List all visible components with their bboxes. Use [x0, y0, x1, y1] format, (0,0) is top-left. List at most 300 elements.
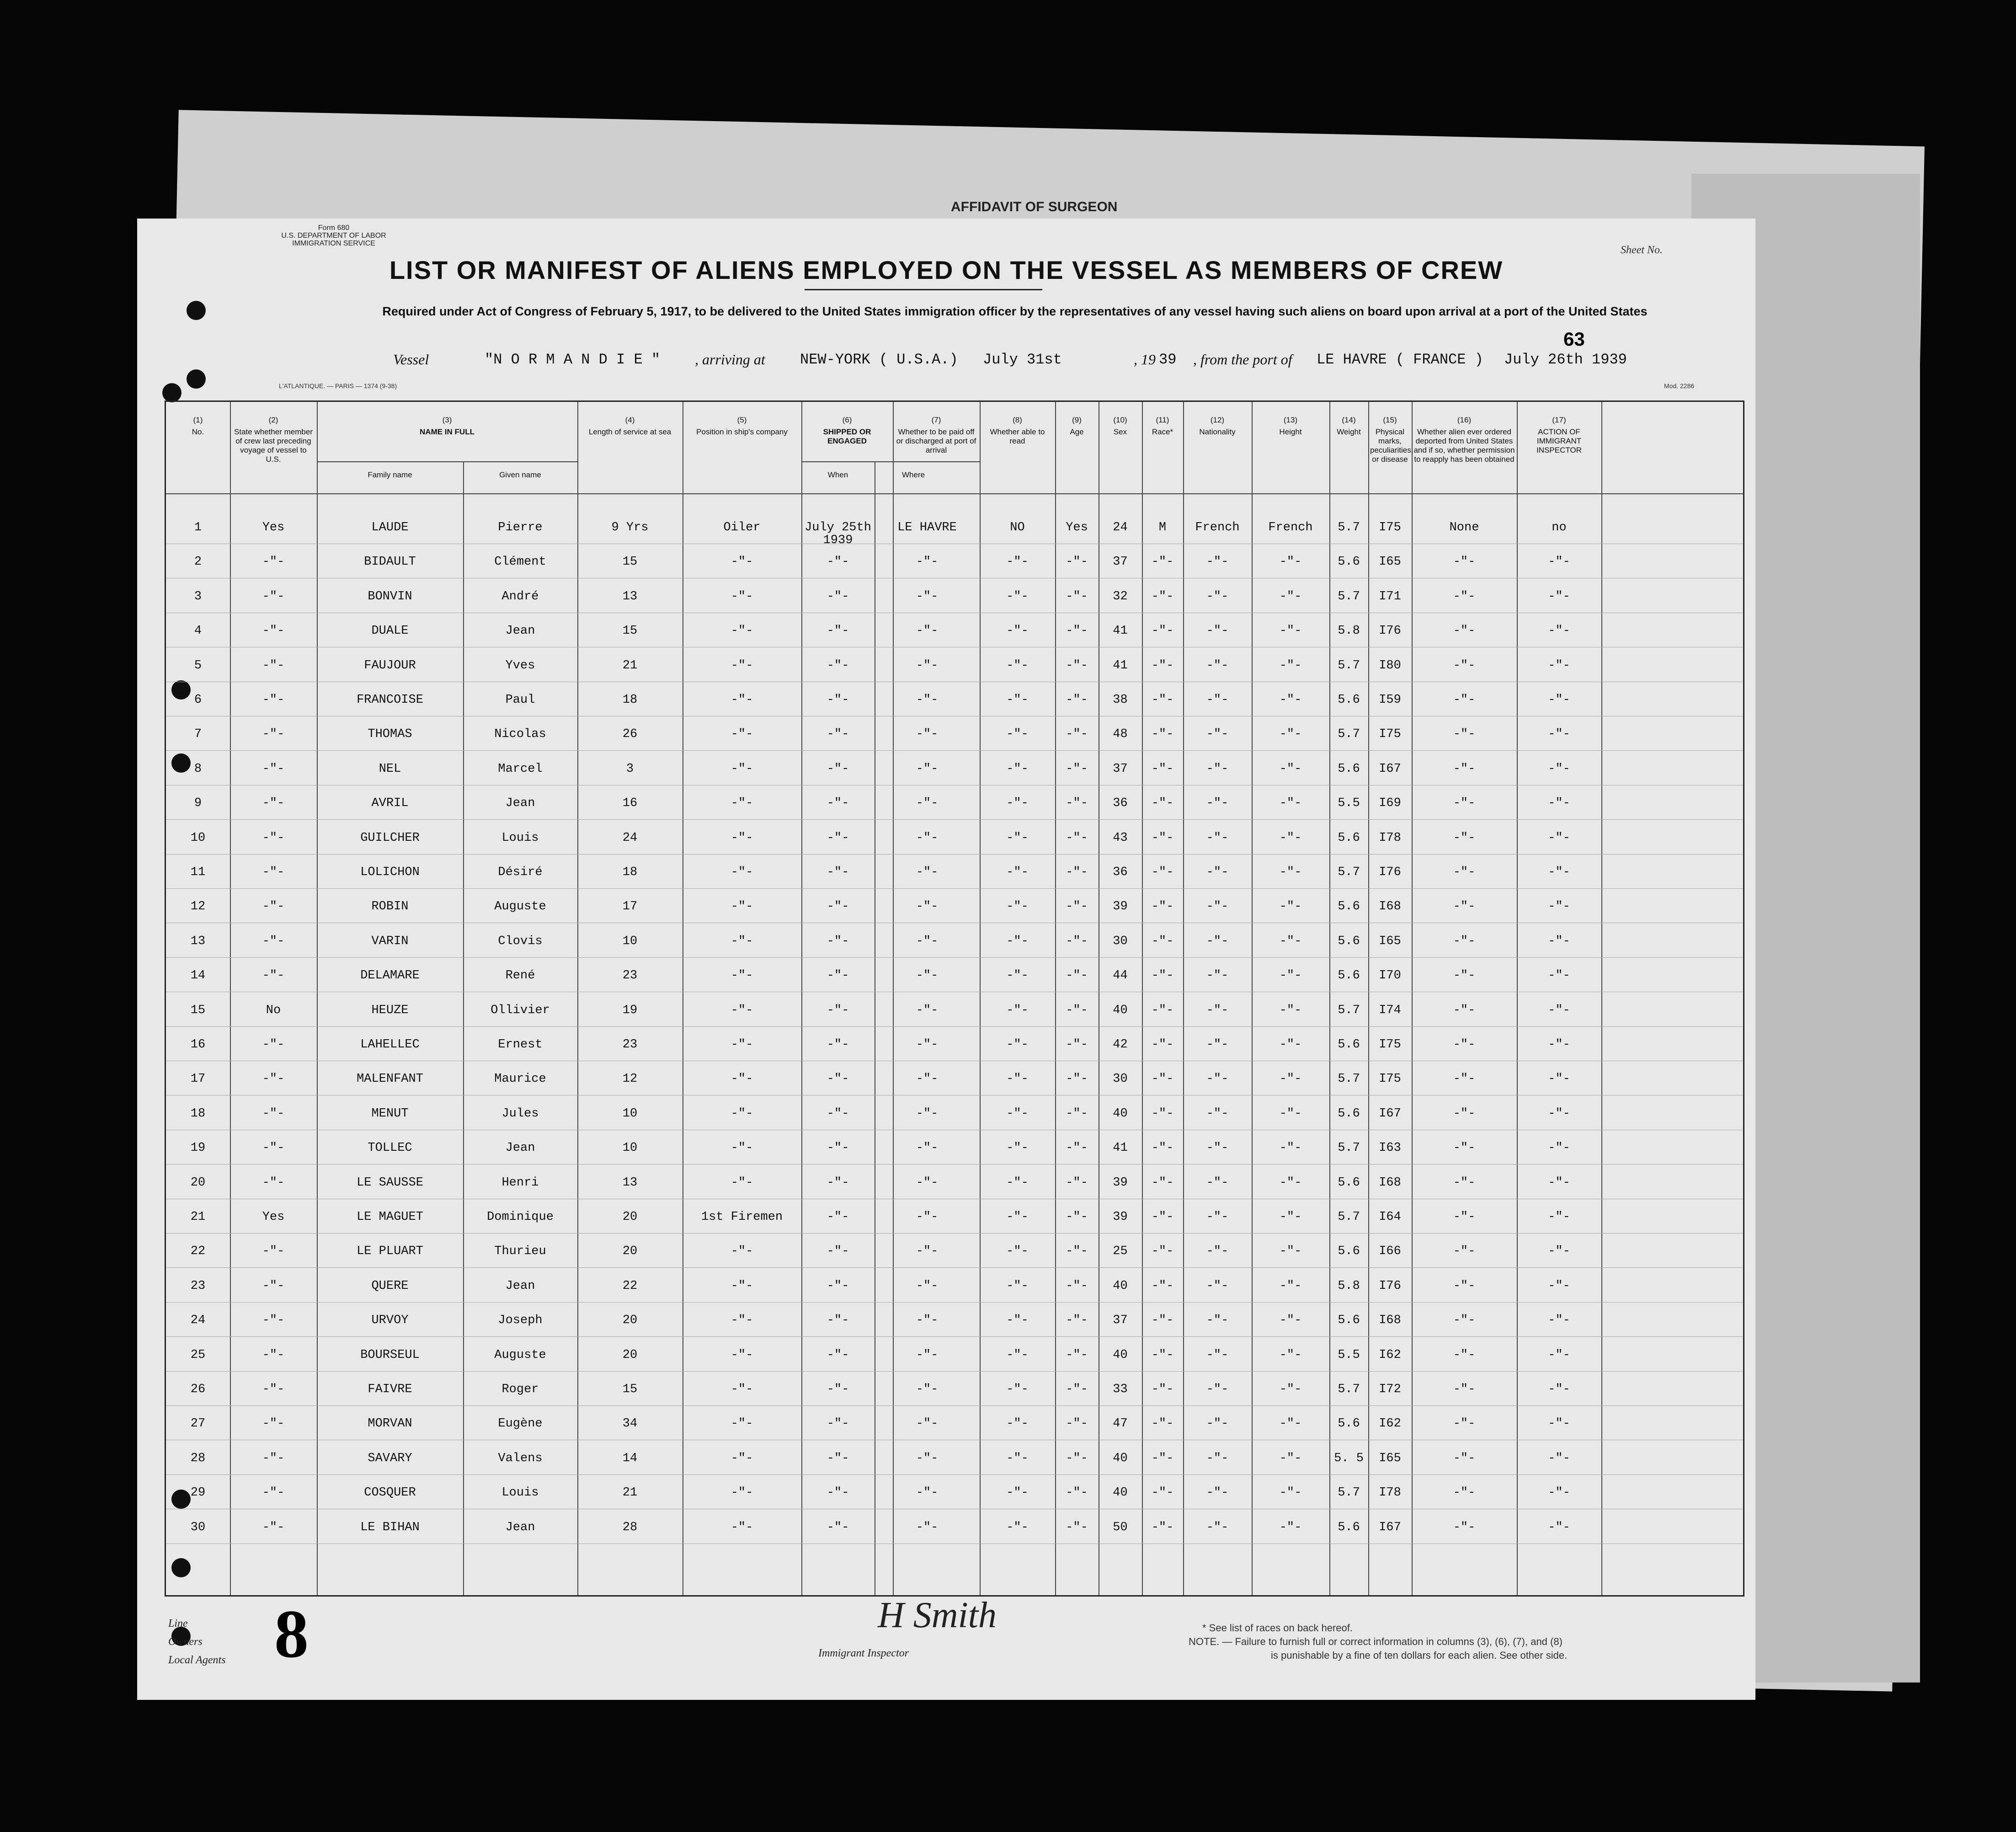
physical-marks-cell: -"- [1453, 934, 1476, 948]
given-name-cell: Jules [501, 1106, 539, 1121]
row-line [166, 1474, 1743, 1475]
nationality-cell: -"- [1279, 934, 1302, 948]
shipped-where-cell: -"- [916, 900, 939, 914]
column-title: Whether able to read [990, 427, 1045, 445]
service-length-cell: 23 [622, 1038, 638, 1052]
age-cell: 36 [1113, 865, 1128, 879]
fine-note-cont: is punishable by a fine of ten dollars for each alien. See other side. [1271, 1650, 1568, 1661]
height-cell: 5.6 [1338, 1314, 1360, 1328]
race-cell: -"- [1206, 624, 1229, 638]
shipped-where-cell: -"- [916, 1348, 939, 1362]
service-length-cell: 15 [622, 624, 638, 638]
physical-marks-cell: -"- [1453, 1072, 1476, 1086]
column-divider [980, 402, 981, 1595]
deported-cell: -"- [1548, 1348, 1570, 1362]
form-number: Form 680 [318, 224, 350, 232]
age-cell: 50 [1113, 1520, 1128, 1534]
deported-cell: -"- [1548, 658, 1570, 673]
height-cell: 5.6 [1338, 934, 1360, 948]
prev-voyage-cell: -"- [262, 1141, 285, 1155]
age-cell: 39 [1113, 1210, 1128, 1224]
sex-cell: -"- [1151, 555, 1174, 569]
column-divider [1601, 402, 1602, 1595]
height-cell: 5.7 [1338, 1003, 1360, 1017]
given-name-cell: Maurice [494, 1072, 546, 1086]
shipped-when-cell: -"- [827, 1106, 849, 1121]
family-name-cell: FAIVRE [368, 1383, 412, 1396]
nationality-cell: -"- [1279, 1003, 1302, 1017]
sex-cell: -"- [1151, 934, 1174, 948]
height-cell: 5.7 [1338, 658, 1360, 673]
column-title: Physical marks, peculiarities, or disease [1370, 427, 1413, 464]
race-cell: -"- [1206, 1348, 1229, 1362]
deported-cell: -"- [1548, 1451, 1570, 1465]
physical-marks-cell: -"- [1453, 1348, 1476, 1362]
row-number: 30 [190, 1520, 206, 1534]
column-divider [893, 402, 894, 1595]
service-length-cell: 20 [622, 1348, 638, 1362]
column-header [1331, 416, 1366, 437]
able-to-read-cell: -"- [1066, 1003, 1088, 1017]
given-name-cell: Jean [505, 624, 535, 638]
position-cell: -"- [731, 865, 753, 879]
deported-cell: -"- [1548, 900, 1570, 914]
able-to-read-cell: -"- [1066, 1279, 1088, 1293]
given-name-cell: Eugène [498, 1417, 543, 1431]
given-name-cell: Valens [498, 1451, 543, 1465]
race-cell: -"- [1206, 589, 1229, 604]
shipped-when-cell: -"- [827, 1210, 849, 1224]
shipped-when-cell: -"- [827, 831, 849, 845]
age-cell: 24 [1113, 521, 1128, 534]
arrival-port: NEW-YORK ( U.S.A.) [800, 351, 958, 368]
service-length-cell: 20 [622, 1244, 638, 1259]
given-name-cell: Paul [505, 693, 535, 707]
shipped-when-cell: -"- [827, 727, 849, 742]
race-cell: -"- [1206, 1003, 1229, 1017]
sex-cell: -"- [1151, 1486, 1174, 1500]
nationality-cell: -"- [1279, 1451, 1302, 1465]
prev-voyage-cell: -"- [262, 1244, 285, 1259]
family-name-cell: LE MAGUET [357, 1210, 423, 1224]
age-cell: 43 [1113, 831, 1128, 845]
column-header [168, 416, 228, 437]
physical-marks-cell: -"- [1453, 796, 1476, 811]
physical-marks-cell: -"- [1453, 589, 1476, 604]
position-cell: -"- [731, 1038, 753, 1052]
family-name-cell: URVOY [371, 1314, 409, 1328]
height-cell: 5.7 [1338, 589, 1360, 604]
nationality-cell: -"- [1279, 900, 1302, 914]
height-cell: 5.7 [1338, 1383, 1360, 1396]
height-cell: 5.6 [1338, 900, 1360, 914]
shipped-when-cell: -"- [827, 865, 849, 879]
able-to-read-cell: -"- [1066, 1072, 1088, 1086]
given-name-cell: André [501, 589, 539, 604]
nationality-cell: -"- [1279, 969, 1302, 983]
column-title: NAME IN FULL [420, 427, 475, 436]
height-cell: 5.6 [1338, 693, 1360, 707]
page-number: 63 [1563, 328, 1585, 350]
nationality-cell: -"- [1279, 693, 1302, 707]
family-name-cell: MALENFANT [357, 1072, 423, 1086]
deported-cell: -"- [1548, 1279, 1570, 1293]
column-title: Age [1070, 427, 1084, 436]
height-cell: 5.7 [1338, 865, 1360, 879]
column-divider [1368, 402, 1369, 1595]
shipped-where-cell: -"- [916, 1520, 939, 1534]
shipped-when-cell: July 25th [805, 521, 871, 534]
sex-cell: -"- [1151, 1520, 1174, 1534]
column-header [579, 416, 681, 437]
service-length-cell: 15 [622, 555, 638, 569]
age-cell: 42 [1113, 1038, 1128, 1052]
age-cell: 33 [1113, 1383, 1128, 1396]
row-number: 28 [190, 1451, 206, 1465]
able-to-read-cell: -"- [1066, 1038, 1088, 1052]
row-number: 17 [190, 1072, 206, 1086]
shipped-where-cell: -"- [916, 624, 939, 638]
row-number: 29 [190, 1486, 206, 1500]
punch-hole [162, 383, 181, 402]
race-cell: -"- [1206, 1210, 1229, 1224]
column-number: (6) [842, 416, 852, 424]
position-cell: -"- [731, 1175, 753, 1190]
service-length-cell: 26 [622, 727, 638, 742]
row-number: 20 [190, 1175, 206, 1190]
age-cell: 30 [1113, 1072, 1128, 1086]
row-line [166, 957, 1743, 958]
physical-marks-cell: -"- [1453, 969, 1476, 983]
family-name-cell: LOLICHON [360, 865, 420, 879]
able-to-read-cell: -"- [1066, 1244, 1088, 1259]
position-cell: -"- [731, 727, 753, 742]
shipped-where-cell: -"- [916, 555, 939, 569]
column-header [1057, 416, 1097, 437]
position-cell: Oiler [723, 521, 761, 534]
height-cell: 5.7 [1338, 1072, 1360, 1086]
column-number: (14) [1342, 416, 1356, 424]
sex-cell: -"- [1151, 1417, 1174, 1431]
age-cell: 32 [1113, 589, 1128, 604]
shipped-when-cell: -"- [827, 1520, 849, 1534]
position-cell: -"- [731, 624, 753, 638]
column-header [1413, 416, 1515, 464]
nationality-cell: -"- [1279, 1314, 1302, 1328]
given-name-cell: Pierre [498, 521, 543, 534]
paid-off-cell: -"- [1006, 1244, 1029, 1259]
able-to-read-cell: -"- [1066, 831, 1088, 845]
row-line [166, 854, 1743, 855]
sex-cell: -"- [1151, 1141, 1174, 1155]
sex-cell: -"- [1151, 1451, 1174, 1465]
family-name-cell: LE BIHAN [360, 1520, 420, 1534]
sex-cell: -"- [1151, 1383, 1174, 1396]
row-number: 23 [190, 1279, 206, 1293]
sex-cell: -"- [1151, 693, 1174, 707]
paid-off-cell: -"- [1006, 796, 1029, 811]
race-cell: -"- [1206, 1175, 1229, 1190]
race-cell: -"- [1206, 1244, 1229, 1259]
row-number: 2 [194, 555, 202, 569]
column-header [1185, 416, 1250, 437]
physical-marks-cell: -"- [1453, 1383, 1476, 1396]
family-name-subheader: Family name [368, 470, 412, 479]
paid-off-cell: -"- [1006, 1072, 1029, 1086]
column-number: (8) [1013, 416, 1022, 424]
position-cell: -"- [731, 831, 753, 845]
sex-cell: -"- [1151, 831, 1174, 845]
nationality-cell: -"- [1279, 1175, 1302, 1190]
row-number: 7 [194, 727, 202, 742]
inspector-signature: H Smith [878, 1595, 997, 1635]
race-cell: -"- [1206, 831, 1229, 845]
deported-cell: -"- [1548, 934, 1570, 948]
title-rule [805, 289, 1042, 290]
physical-marks-cell: -"- [1453, 727, 1476, 742]
nationality-cell: -"- [1279, 589, 1302, 604]
prev-voyage-cell: No [266, 1003, 281, 1017]
deported-cell: no [1552, 521, 1567, 534]
prev-voyage-cell: -"- [262, 1106, 285, 1121]
row-number: 3 [194, 589, 202, 604]
race-cell: -"- [1206, 969, 1229, 983]
column-number: (17) [1552, 416, 1566, 424]
column-number: (2) [268, 416, 278, 424]
prev-voyage-cell: -"- [262, 1417, 285, 1431]
prev-voyage-cell: -"- [262, 624, 285, 638]
able-to-read-cell: -"- [1066, 1175, 1088, 1190]
age-cell: 37 [1113, 1314, 1128, 1328]
service-length-cell: 28 [622, 1520, 638, 1534]
punch-hole [187, 301, 206, 320]
physical-marks-cell: -"- [1453, 1520, 1476, 1534]
prev-voyage-cell: -"- [262, 658, 285, 673]
prev-voyage-cell: -"- [262, 865, 285, 879]
column-divider [1142, 402, 1143, 1595]
prev-voyage-cell: -"- [262, 900, 285, 914]
height-cell: 5.7 [1338, 727, 1360, 742]
race-cell: -"- [1206, 796, 1229, 811]
paid-off-cell: -"- [1006, 1106, 1029, 1121]
given-name-cell: Ollivier [491, 1003, 550, 1017]
paid-off-cell: -"- [1006, 624, 1029, 638]
able-to-read-cell: -"- [1066, 1141, 1088, 1155]
given-name-cell: Désiré [498, 865, 543, 879]
row-number: 19 [190, 1141, 206, 1155]
column-title: Nationality [1199, 427, 1236, 436]
height-cell: 5.7 [1338, 1486, 1360, 1500]
age-cell: 30 [1113, 934, 1128, 948]
weight-cell: I76 [1379, 624, 1401, 638]
position-cell: -"- [731, 969, 753, 983]
sex-cell: M [1158, 521, 1167, 534]
height-cell: 5.7 [1338, 1210, 1360, 1224]
service-length-cell: 17 [622, 900, 638, 914]
prev-voyage-cell: -"- [262, 555, 285, 569]
position-cell: -"- [731, 934, 753, 948]
weight-cell: I64 [1379, 1210, 1401, 1224]
column-header [684, 416, 800, 437]
shipped-where-cell: -"- [916, 1279, 939, 1293]
row-number: 22 [190, 1244, 206, 1259]
age-cell: 37 [1113, 762, 1128, 776]
weight-cell: I65 [1379, 1451, 1401, 1465]
able-to-read-cell: -"- [1066, 1106, 1088, 1121]
sheet-number-label: Sheet No. [1621, 244, 1663, 256]
column-divider [801, 402, 802, 1595]
service-length-cell: 21 [622, 658, 638, 673]
given-name-cell: Jean [505, 1279, 535, 1293]
shipped-when-cell: -"- [827, 1038, 849, 1052]
given-name-cell: Clément [494, 555, 546, 569]
line-label: Line [168, 1618, 188, 1629]
weight-cell: I67 [1379, 762, 1401, 776]
physical-marks-cell: -"- [1453, 1417, 1476, 1431]
able-to-read-cell: -"- [1066, 796, 1088, 811]
weight-cell: I78 [1379, 831, 1401, 845]
family-name-cell: VARIN [371, 934, 409, 948]
year-suffix: 39 [1159, 351, 1177, 368]
departure-date: July 26th 1939 [1504, 351, 1627, 368]
service-length-cell: 23 [622, 969, 638, 983]
race-cell: -"- [1206, 762, 1229, 776]
age-cell: 40 [1113, 1348, 1128, 1362]
position-cell: -"- [731, 1279, 753, 1293]
age-cell: 48 [1113, 727, 1128, 742]
weight-cell: I70 [1379, 969, 1401, 983]
race-cell: -"- [1206, 555, 1229, 569]
able-to-read-cell: -"- [1066, 555, 1088, 569]
race-cell: -"- [1206, 1279, 1229, 1293]
physical-marks-cell: -"- [1453, 762, 1476, 776]
able-to-read-cell: -"- [1066, 762, 1088, 776]
nationality-cell: French [1268, 521, 1313, 534]
row-line [166, 1336, 1743, 1337]
physical-marks-cell: -"- [1453, 555, 1476, 569]
height-cell: 5.6 [1338, 1106, 1360, 1121]
age-cell: 41 [1113, 624, 1128, 638]
nationality-cell: -"- [1279, 1038, 1302, 1052]
paid-off-cell: -"- [1006, 900, 1029, 914]
position-cell: -"- [731, 555, 753, 569]
shipped-when-cell: -"- [827, 900, 849, 914]
column-header [1100, 416, 1140, 437]
deported-cell: -"- [1548, 1520, 1570, 1534]
race-cell: -"- [1206, 1038, 1229, 1052]
deported-cell: -"- [1548, 1175, 1570, 1190]
paid-off-cell: -"- [1006, 969, 1029, 983]
nationality-cell: -"- [1279, 1383, 1302, 1396]
paid-off-cell: -"- [1006, 1279, 1029, 1293]
prev-voyage-cell: -"- [262, 693, 285, 707]
position-cell: -"- [731, 658, 753, 673]
age-cell: 47 [1113, 1417, 1128, 1431]
family-name-cell: DELAMARE [360, 969, 420, 983]
row-number: 6 [194, 693, 202, 707]
family-name-cell: MORVAN [368, 1417, 412, 1431]
deported-cell: -"- [1548, 1314, 1570, 1328]
physical-marks-cell: -"- [1453, 1314, 1476, 1328]
column-title: No. [192, 427, 204, 436]
vessel-name: "N O R M A N D I E " [485, 351, 661, 368]
age-cell: 41 [1113, 1141, 1128, 1155]
row-number: 27 [190, 1417, 206, 1431]
family-name-cell: QUERE [371, 1279, 409, 1293]
shipped-when-cell: -"- [827, 1383, 849, 1396]
paid-off-cell: -"- [1006, 1141, 1029, 1155]
weight-cell: I59 [1379, 693, 1401, 707]
race-cell: French [1195, 521, 1240, 534]
deported-cell: -"- [1548, 831, 1570, 845]
service-length-cell: 13 [622, 589, 638, 604]
paid-off-cell: -"- [1006, 555, 1029, 569]
vessel-label: Vessel [393, 351, 429, 368]
requirement-text: Required under Act of Congress of February 5, 1917, to be delivered to the United States immigration officer by the representatives of any vessel having such aliens on board upon arrival at a port of the United States [382, 304, 1648, 318]
deported-cell: -"- [1548, 1210, 1570, 1224]
column-number: (1) [193, 416, 203, 424]
column-divider [1055, 402, 1056, 1595]
height-cell: 5.7 [1338, 521, 1360, 534]
nationality-cell: -"- [1279, 1106, 1302, 1121]
column-number: (11) [1156, 416, 1169, 424]
nationality-cell: -"- [1279, 762, 1302, 776]
shipped-where-cell: -"- [916, 1417, 939, 1431]
prev-voyage-cell: -"- [262, 1383, 285, 1396]
column-title: ACTION OF IMMIGRANT INSPECTOR [1536, 427, 1582, 454]
row-number: 16 [190, 1038, 206, 1052]
weight-cell: I67 [1379, 1106, 1401, 1121]
column-header [1370, 416, 1413, 464]
column-divider [1252, 402, 1253, 1595]
nationality-cell: -"- [1279, 1520, 1302, 1534]
able-to-read-cell: -"- [1066, 1520, 1088, 1534]
inspector-label: Immigrant Inspector [818, 1647, 909, 1659]
family-name-cell: HEUZE [371, 1003, 409, 1017]
paid-off-cell: -"- [1006, 1003, 1029, 1017]
position-cell: -"- [731, 1314, 753, 1328]
deported-cell: -"- [1548, 1106, 1570, 1121]
weight-cell: I65 [1379, 555, 1401, 569]
physical-marks-cell: -"- [1453, 1279, 1476, 1293]
position-cell: -"- [731, 589, 753, 604]
port-from: LE HAVRE ( FRANCE ) [1317, 351, 1483, 368]
physical-marks-cell: -"- [1453, 658, 1476, 673]
race-cell: -"- [1206, 1417, 1229, 1431]
column-title: Position in ship's company [696, 427, 788, 436]
nationality-cell: -"- [1279, 831, 1302, 845]
physical-marks-cell: -"- [1453, 831, 1476, 845]
weight-cell: I65 [1379, 934, 1401, 948]
position-cell: -"- [731, 1106, 753, 1121]
deported-cell: -"- [1548, 1417, 1570, 1431]
prev-voyage-cell: -"- [262, 727, 285, 742]
nationality-cell: -"- [1279, 1279, 1302, 1293]
shipped-when-cell: -"- [827, 934, 849, 948]
prev-voyage-cell: -"- [262, 1348, 285, 1362]
able-to-read-cell: -"- [1066, 1348, 1088, 1362]
sex-cell: -"- [1151, 624, 1174, 638]
owners-label: Owners [168, 1636, 203, 1648]
shipped-when-cell: -"- [827, 1003, 849, 1017]
service-length-cell: 13 [622, 1175, 638, 1190]
deported-cell: -"- [1548, 1072, 1570, 1086]
weight-cell: I75 [1379, 1038, 1401, 1052]
shipped-where-cell: -"- [916, 1141, 939, 1155]
race-cell: -"- [1206, 1451, 1229, 1465]
race-cell: -"- [1206, 865, 1229, 879]
weight-cell: I69 [1379, 796, 1401, 811]
